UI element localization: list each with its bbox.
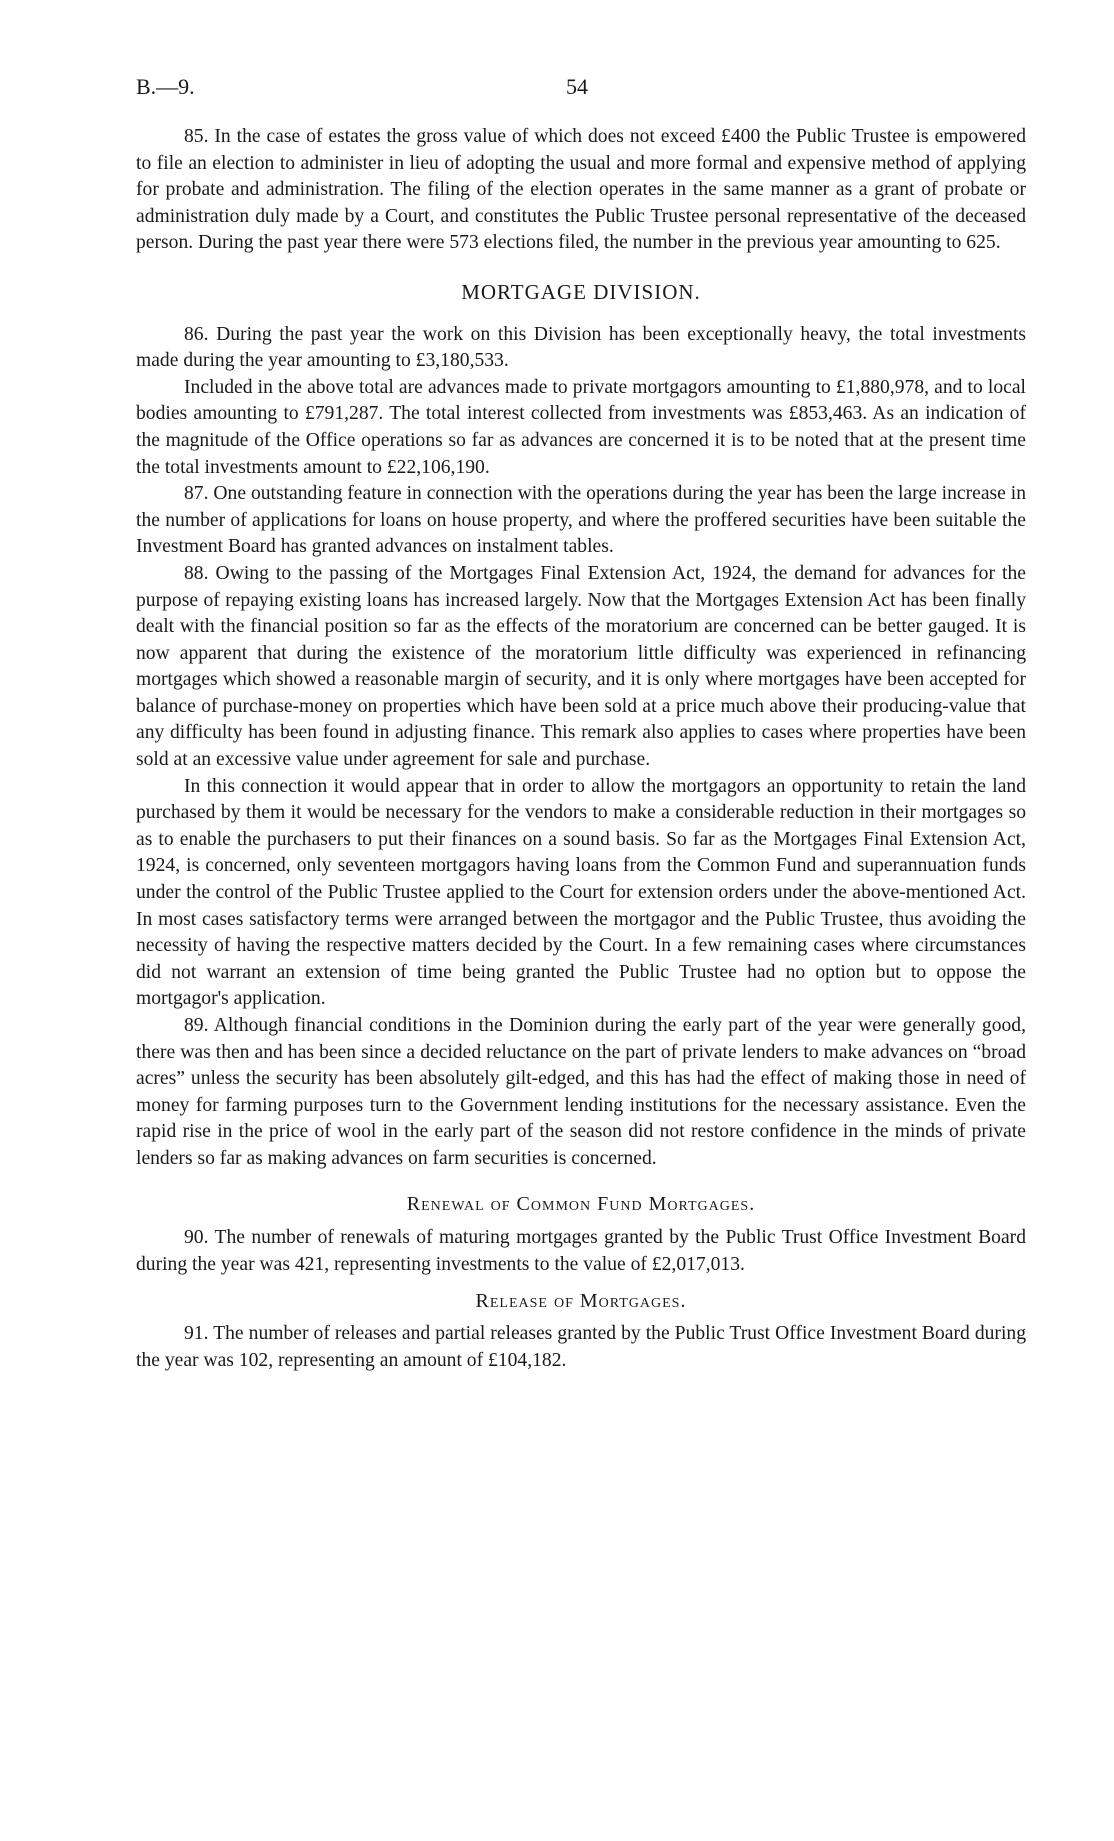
section-heading-release: Release of Mortgages. [475,1290,687,1313]
paragraph-85: 85. In the case of estates the gross value of which does not exceed £400 the Public Trustee is empowered to file an election to administer in lieu of adopting the usual and more formal and expensive method of applying for probate and administration. The filing of the election operates in the same manner as a grant of probate or administration duly made by a Court, and constitutes the Public Trustee personal representative of the deceased person. During the past year there were 573 elections filed, the number in the previous year amounting to 625. [136,126,1026,254]
paragraph-87: 87. One outstanding feature in connection with the operations during the year has been the large increase in the number of applications for loans on house property, and where the proffered securities have been suitable the Investment Board has granted advances on instalment tables. [136,483,1026,558]
page-number: 54 [566,74,588,99]
paragraph-86-continued: Included in the above total are advances made to private mortgagors amounting to £1,880,978, and to local bodies amounting to £791,287. The total interest collected from investments was £853,463. As an indication of the magnitude of the Office operations so far as advances are concerned it is to be noted that at the present time the total investments amount to £22,106,190. [136,376,1026,478]
section-heading-renewal: Renewal of Common Fund Mortgages. [406,1192,756,1215]
paragraph-86: 86. During the past year the work on this Division has been exceptionally heavy, the total investments made during the year amounting to £3,180,533. [136,323,1026,372]
paragraph-88: 88. Owing to the passing of the Mortgages Final Extension Act, 1924, the demand for advances for the purpose of repaying existing loans has increased largely. Now that the Mortgages Extension Act has been finally dealt with the financial position so far as the effects of the moratorium are concerned can be better gauged. It is now apparent that during the existence of the moratorium little difficulty was experienced in refinancing mortgages which showed a reasonable margin of security, and it is only where mortgages have been accepted for balance of purchase-money on properties which have been sold at a price much above their producing-value that any difficulty has been found in adjusting finance. This remark also applies to cases where properties have been sold at an excessive value under agreement for sale and purchase. [136,562,1026,771]
document-reference: B.—9. [136,74,195,99]
document-body [136,124,1026,1374]
page-header [136,74,1026,104]
section-heading-mortgage-division: MORTGAGE DIVISION. [461,279,701,304]
paragraph-88-continued: In this connection it would appear that in order to allow the mortgagors an opportunity to retain the land purchased by them it would be necessary for the vendors to make a considerable reduction in their mortgages so as to enable the purchasers to put their finances on a sound basis. So far as the Mortgages Final Extension Act, 1924, is concerned, only seventeen mortgagors having loans from the Common Fund and superannuation funds under the control of the Public Trustee applied to the Court for extension orders under the above-mentioned Act. In most cases satisfactory terms were arranged between the mortgagor and the Public Trustee, thus avoiding the necessity of having the respective matters decided by the Court. In a few remaining cases where circumstances did not warrant an extension of time being granted the Public Trustee had no option but to oppose the mortgagor's application. [136,775,1026,1010]
paragraph-89: 89. Although financial conditions in the Dominion during the early part of the year were generally good, there was then and has been since a decided reluctance on the part of private lenders to make advances on “broad acres” unless the security has been absolutely gilt-edged, and this has had the effect of making those in need of money for farming purposes turn to the Government lending institutions for the necessary assistance. Even the rapid rise in the price of wool in the early part of the season did not restore confidence in the minds of private lenders so far as making advances on farm securities is concerned. [136,1015,1026,1169]
paragraph-91: 91. The number of releases and partial releases granted by the Public Trust Office Investment Board during the year was 102, representing an amount of £104,182. [136,1322,1026,1371]
paragraph-90: 90. The number of renewals of maturing mortgages granted by the Public Trust Office Investment Board during the year was 421, representing investments to the value of £2,017,013. [136,1227,1026,1275]
